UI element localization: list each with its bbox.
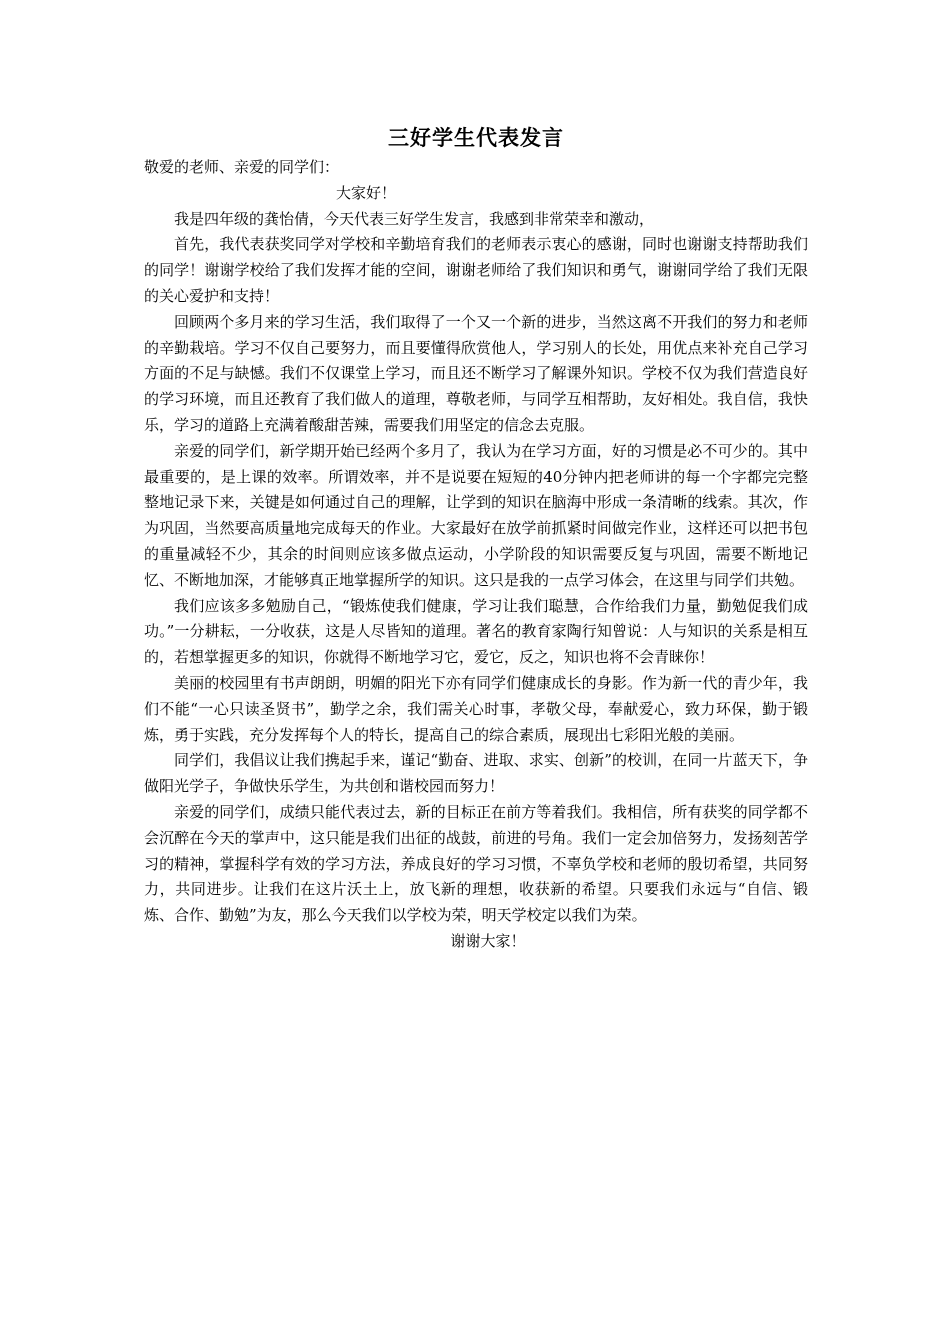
document-page (144, 118, 808, 955)
paragraph-intro: 我是四年级的龚怡倩，今天代表三好学生发言，我感到非常荣幸和激动， (174, 209, 655, 228)
paragraph-proposal: 同学们，我倡议让我们携起手来，谨记“勤奋、进取、求实、创新”的校训，在同一片蓝天下，争做阳光学子，争做快乐学生，为共创和谐校园而努力！ (144, 751, 808, 796)
greeting: 大家好！ (336, 183, 397, 202)
paragraph-encouragement: 我们应该多多勉励自己，“锻炼使我们健康，学习让我们聪慧，合作给我们力量，勤勉促我们成功。”一分耕耘，一分收获，这是人尽皆知的道理。著名的教育家陶行知曾说：人与知识的关系是相互的，若想掌握更多的知识，你就得不断地学习它，爱它，反之，知识也将不会青睐你！ (144, 596, 808, 667)
document-title: 三好学生代表发言 (388, 125, 564, 150)
paragraph-campus: 美丽的校园里有书声朗朗，明媚的阳光下亦有同学们健康成长的身影。作为新一代的青少年，我们不能“一心只读圣贤书”，勤学之余，我们需关心时事，孝敬父母，奉献爱心，致力环保，勤于锻炼，勇于实践，充分发挥每个人的特长，提高自己的综合素质，展现出七彩阳光般的美丽。 (144, 673, 808, 744)
paragraph-future: 亲爱的同学们，成绩只能代表过去，新的目标正在前方等着我们。我相信，所有获奖的同学都不会沉醉在今天的掌声中，这只能是我们出征的战鼓，前进的号角。我们一定会加倍努力，发扬刻苦学习的精神，掌握科学有效的学习方法，养成良好的学习习惯，不辜负学校和老师的殷切希望，共同努力，共同进步。让我们在这片沃土上，放飞新的理想，收获新的希望。只要我们永远与“自信、锻炼、合作、勤勉”为友，那么今天我们以学校为荣，明天学校定以我们为荣。 (144, 802, 808, 925)
closing-thanks: 谢谢大家！ (450, 931, 526, 950)
paragraph-review: 回顾两个多月来的学习生活，我们取得了一个又一个新的进步，当然这离不开我们的努力和老师的辛勤栽培。学习不仅自己要努力，而且要懂得欣赏他人，学习别人的长处，用优点来补充自己学习方面的不足与缺憾。我们不仅课堂上学习，而且还不断学习了解课外知识。学校不仅为我们营造良好的学习环境，而且还教育了我们做人的道理，尊敬老师，与同学互相帮助，友好相处。我自信，我快乐，学习的道路上充满着酸甜苦辣，需要我们用坚定的信念去克服。 (144, 312, 808, 434)
salutation: 敬爱的老师、亲爱的同学们： (144, 158, 340, 176)
paragraph-study-habits: 亲爱的同学们，新学期开始已经两个多月了，我认为在学习方面，好的习惯是必不可少的。其中最重要的，是上课的效率。所谓效率，并不是说要在短短的40分钟内把老师讲的每一个字都完完整整地记录下来，关键是如何通过自己的理解，让学到的知识在脑海中形成一条清晰的线索。其次，作为巩固，当然要高质量地完成每天的作业。大家最好在放学前抓紧时间做完作业，这样还可以把书包的重量减轻不少，其余的时间则应该多做点运动，小学阶段的知识需要反复与巩固，需要不断地记忆、不断地加深，才能够真正地掌握所学的知识。这只是我的一点学习体会，在这里与同学们共勉。 (144, 441, 808, 589)
paragraph-thanks: 首先，我代表获奖同学对学校和辛勤培育我们的老师表示衷心的感谢，同时也谢谢支持帮助我们的同学！谢谢学校给了我们发挥才能的空间，谢谢老师给了我们知识和勇气，谢谢同学给了我们无限的关心爱护和支持！ (144, 235, 808, 305)
